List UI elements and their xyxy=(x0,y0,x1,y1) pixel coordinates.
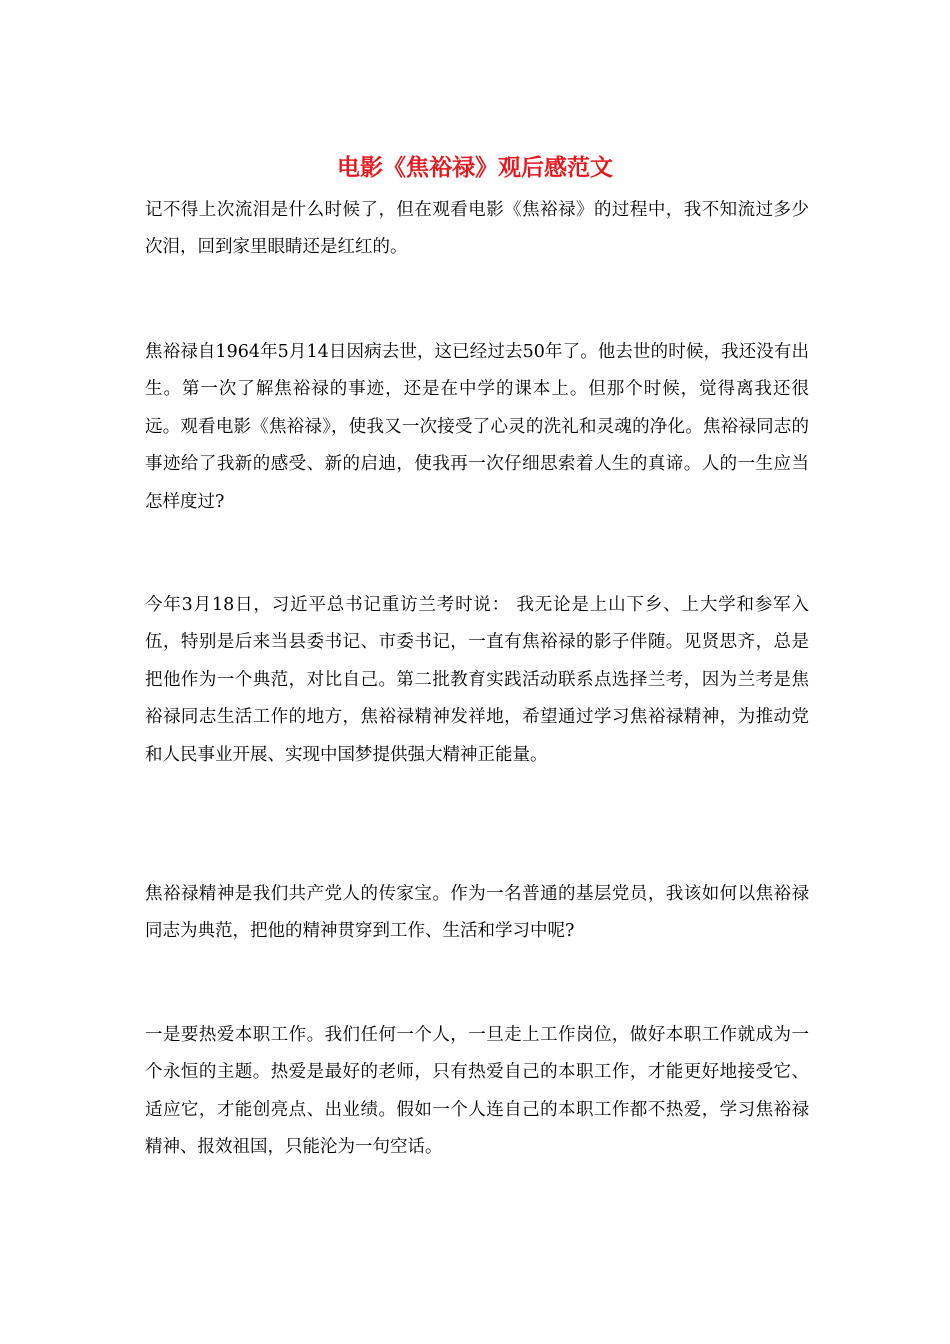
document-title: 电影《焦裕禄》观后感范文 xyxy=(337,154,613,181)
paragraph-4: 焦裕禄精神是我们共产党人的传家宝。作为一名普通的基层党员，我该如何以焦裕禄同志为典范，把他的精神贯穿到工作、生活和学习中呢? xyxy=(145,884,809,942)
paragraph-2: 焦裕禄自1964年5月14日因病去世，这已经过去50年了。他去世的时候，我还没有出生。第一次了解焦裕禄的事迹，还是在中学的课本上。但那个时候，觉得离我还很远。观看电影《焦裕禄》，使我又一次接受了心灵的洗礼和灵魂的净化。焦裕禄同志的事迹给了我新的感受、新的启迪，使我再一次仔细思索着人生的真谛。人的一生应当怎样度过? xyxy=(145,342,809,512)
paragraph-1: 记不得上次流泪是什么时候了，但在观看电影《焦裕禄》的过程中，我不知流过多少次泪，回到家里眼睛还是红红的。 xyxy=(145,200,809,258)
paragraph-5: 一是要热爱本职工作。我们任何一个人，一旦走上工作岗位，做好本职工作就成为一个永恒的主题。热爱是最好的老师，只有热爱自己的本职工作，才能更好地接受它、适应它，才能创亮点、出业绩。假如一个人连自己的本职工作都不热爱，学习焦裕禄精神、报效祖国，只能沦为一句空话。 xyxy=(145,1025,809,1158)
paragraph-3: 今年3月18日，习近平总书记重访兰考时说： 我无论是上山下乡、上大学和参军入伍，特别是后来当县委书记、市委书记，一直有焦裕禄的影子伴随。见贤思齐，总是把他作为一个典范，对比自己。第二批教育实践活动联系点选择兰考，因为兰考是焦裕禄同志生活工作的地方，焦裕禄精神发祥地，希望通过学习焦裕禄精神，为推动党和人民事业开展、实现中国梦提供强大精神正能量。 xyxy=(145,595,809,765)
